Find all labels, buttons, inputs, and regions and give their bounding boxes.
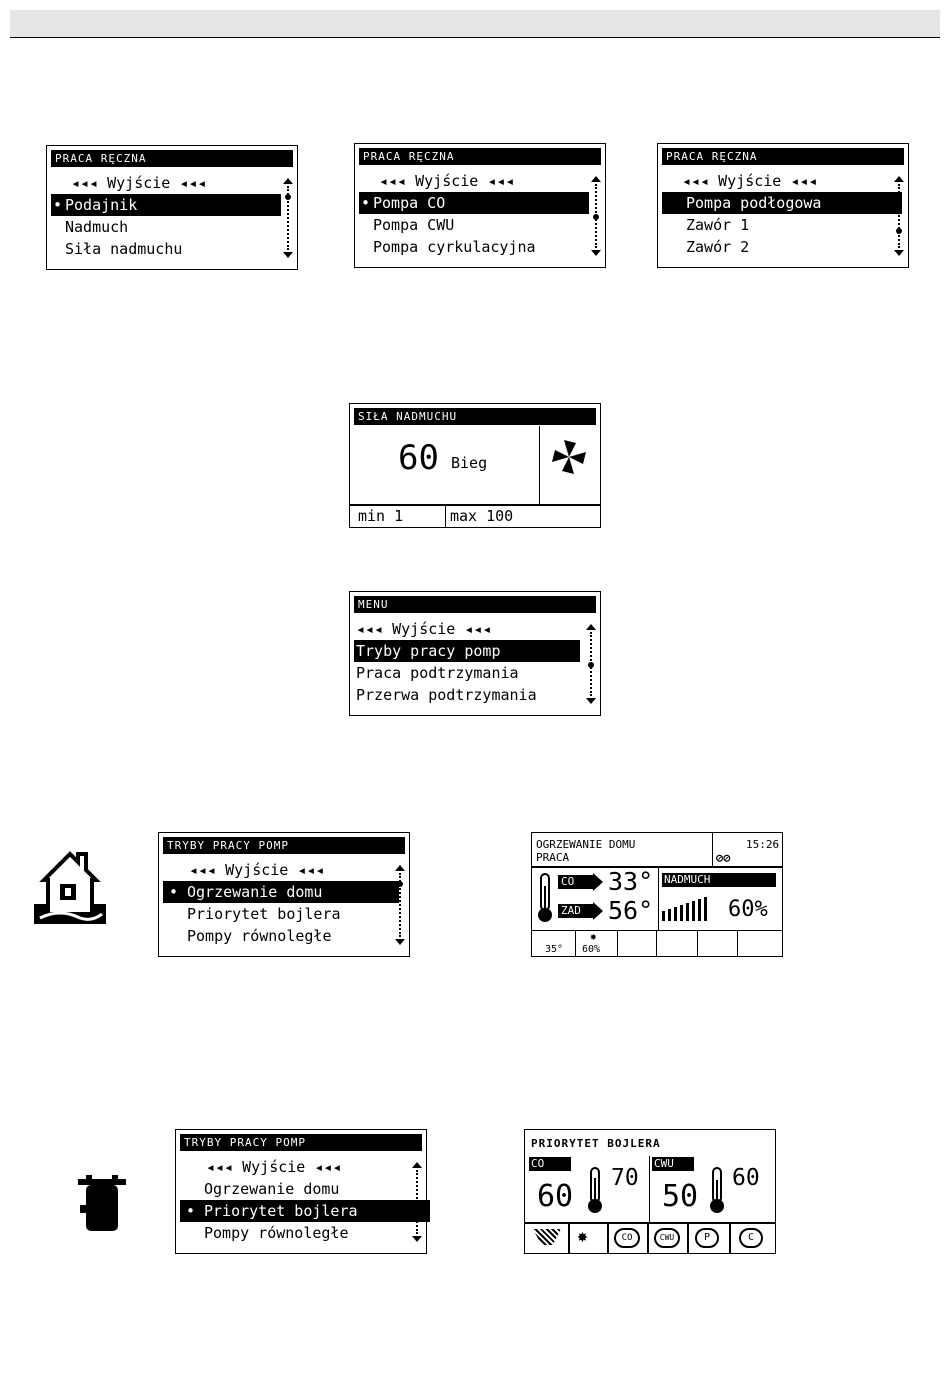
lcd-manual-work-1 (46, 145, 298, 270)
bottom-cell-divider (617, 930, 618, 957)
floor-pump-icon (695, 1228, 719, 1248)
menu-item-blower[interactable]: Nadmuch (65, 218, 129, 236)
lcd-main-menu (349, 591, 601, 716)
panel-divider (539, 426, 540, 504)
scrollbar[interactable] (591, 176, 601, 256)
menu-item-exit[interactable]: ◂◂◂ Wyjście ◂◂◂ (189, 861, 325, 879)
bottom-cell-divider (697, 930, 698, 957)
menu-item-parallel-pumps[interactable]: Pompy równoległe (204, 1224, 349, 1242)
menu-item-home-heating[interactable]: Ogrzewanie domu (204, 1180, 340, 1198)
panel-divider (649, 1156, 650, 1222)
screen-title: MENU (354, 596, 596, 613)
menu-item-exit[interactable]: ◂◂◂ Wyjście ◂◂◂ (379, 172, 515, 190)
scrollbar[interactable] (894, 176, 904, 256)
house-heating-icon (30, 848, 110, 926)
co-temperature: 33° (608, 867, 654, 896)
circulation-pump-label: C (747, 1232, 755, 1243)
fan-small-icon: ✸ (590, 930, 597, 943)
bottom-cell-divider (737, 930, 738, 957)
screen-title: SIŁA NADMUCHU (354, 408, 596, 425)
thermometer-icon (536, 872, 554, 924)
menu-item-feeder[interactable]: • Podajnik (51, 194, 281, 216)
floor-pump-label: P (703, 1232, 711, 1243)
scrollbar[interactable] (586, 624, 596, 704)
min-label: min 1 (358, 507, 404, 525)
signal-bars-icon (662, 897, 710, 921)
scrollbar[interactable] (283, 178, 293, 258)
pump-status-icon: ⊘⊘ (716, 851, 731, 865)
feeder-icon (533, 1229, 561, 1245)
screen-title: TRYBY PRACY POMP (180, 1134, 422, 1151)
fan-percentage: 60% (582, 944, 601, 955)
circulation-pump-icon (739, 1228, 763, 1248)
mode-line-2: PRACA (536, 851, 570, 864)
bottom-divider (350, 504, 600, 506)
header-divider-v (712, 833, 713, 866)
fan-icon (546, 434, 592, 480)
thermometer-icon (709, 1166, 725, 1214)
co-label: CO (558, 875, 593, 889)
cwu-current-temperature: 50 (662, 1179, 699, 1214)
menu-item-cwu-pump[interactable]: Pompa CWU (373, 216, 455, 234)
page-header-bar (10, 10, 940, 38)
screen-title: PRACA RĘCZNA (359, 148, 601, 165)
blower-percentage: 60% (728, 897, 768, 922)
bottom-cell-divider (607, 1224, 609, 1253)
blower-unit: Bieg (451, 454, 488, 472)
menu-item-exit[interactable]: ◂◂◂ Wyjście ◂◂◂ (356, 620, 492, 638)
zad-label: ZAD (558, 904, 593, 918)
bottom-cell-divider (568, 1224, 570, 1253)
screen-title: PRACA RĘCZNA (662, 148, 904, 165)
screen-title: PRIORYTET BOJLERA (531, 1137, 661, 1150)
co-pump-icon (614, 1228, 640, 1248)
cwu-pump-label: CWU (659, 1233, 675, 1242)
fan-small-icon: ✸ (577, 1226, 588, 1247)
lcd-pump-modes-2 (175, 1129, 427, 1254)
bottom-divider (525, 1222, 775, 1224)
header-divider-h (532, 866, 782, 868)
bottom-cell-divider (729, 1224, 731, 1253)
bottom-cell-divider (656, 930, 657, 957)
menu-item-sustain-work[interactable]: Praca podtrzymania (356, 664, 519, 682)
lcd-blower-power (349, 403, 601, 528)
mode-line-1: OGRZEWANIE DOMU (536, 838, 636, 851)
co-set-temperature: 70 (611, 1165, 639, 1191)
menu-item-valve-1[interactable]: Zawór 1 (686, 216, 750, 234)
menu-item-circulation-pump[interactable]: Pompa cyrkulacyjna (373, 238, 536, 256)
menu-item-sustain-break[interactable]: Przerwa podtrzymania (356, 686, 537, 704)
lcd-home-status (531, 832, 783, 957)
menu-item-co-pump[interactable]: • Pompa CO (359, 192, 589, 214)
menu-item-boiler-priority[interactable]: • Priorytet bojlera (180, 1200, 430, 1222)
cwu-set-temperature: 60 (732, 1165, 760, 1191)
min-max-divider (445, 506, 446, 528)
panel-divider (658, 868, 659, 930)
lcd-manual-work-2 (354, 143, 606, 268)
cwu-pump-icon (654, 1228, 680, 1248)
lcd-manual-work-3 (657, 143, 909, 268)
zad-arrow-icon (593, 902, 603, 920)
menu-item-exit[interactable]: ◂◂◂ Wyjście ◂◂◂ (682, 172, 818, 190)
menu-item-valve-2[interactable]: Zawór 2 (686, 238, 750, 256)
menu-item-blower-power[interactable]: Siła nadmuchu (65, 240, 183, 258)
scrollbar[interactable] (412, 1162, 422, 1242)
cwu-label: CWU (652, 1157, 694, 1171)
clock: 15:26 (746, 838, 780, 851)
bottom-cell-divider (687, 1224, 689, 1253)
menu-item-parallel-pumps[interactable]: Pompy równoległe (187, 927, 332, 945)
co-current-temperature: 60 (537, 1179, 574, 1214)
bottom-divider (532, 930, 782, 931)
thermometer-icon (587, 1166, 603, 1214)
co-pump-label: CO (621, 1233, 633, 1243)
co-label: CO (529, 1157, 571, 1171)
screen-title: TRYBY PRACY POMP (163, 837, 405, 854)
screen-title: PRACA RĘCZNA (51, 150, 293, 167)
co-arrow-icon (593, 873, 603, 891)
bottom-cell-divider (575, 930, 576, 957)
menu-item-boiler-priority[interactable]: Priorytet bojlera (187, 905, 341, 923)
menu-item-floor-pump[interactable]: Pompa podłogowa (662, 192, 902, 214)
scrollbar[interactable] (395, 865, 405, 945)
menu-item-exit[interactable]: ◂◂◂ Wyjście ◂◂◂ (206, 1158, 342, 1176)
outdoor-temperature: 35° (545, 944, 564, 955)
max-label: max 100 (450, 507, 514, 525)
menu-item-pump-modes[interactable]: Tryby pracy pomp (354, 640, 580, 662)
boiler-icon (76, 1175, 128, 1233)
blower-label: NADMUCH (662, 873, 776, 887)
set-temperature: 56° (608, 896, 654, 925)
menu-item-exit[interactable]: ◂◂◂ Wyjście ◂◂◂ (71, 174, 207, 192)
lcd-boiler-priority-status (524, 1129, 776, 1254)
menu-item-home-heating[interactable]: • Ogrzewanie domu (163, 881, 399, 903)
lcd-pump-modes-1 (158, 832, 410, 957)
bottom-cell-divider (647, 1224, 649, 1253)
blower-value: 60 (398, 438, 439, 478)
